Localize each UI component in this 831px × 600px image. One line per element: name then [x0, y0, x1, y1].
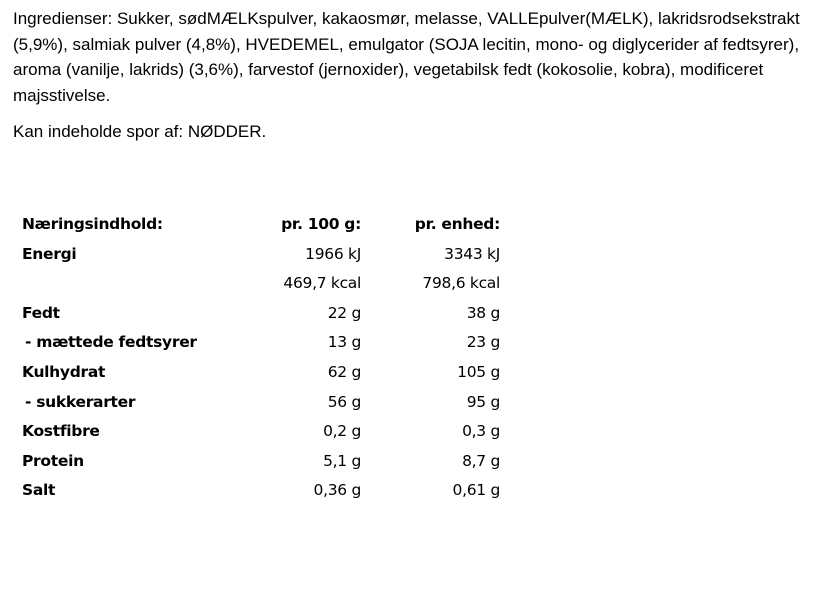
nutrition-row-saturated-fat — [22, 328, 542, 358]
nutrition-header-perunit: pr. enhed: — [414, 215, 500, 233]
nutrition-row-sugars — [22, 388, 542, 418]
nutrient-label: Energi — [22, 244, 77, 263]
nutrient-per100-value: 22 g — [327, 303, 361, 322]
nutrient-label: Protein — [22, 451, 84, 470]
nutrient-perunit-value: 38 g — [466, 303, 500, 322]
nutrition-row-energy-kcal — [22, 269, 542, 299]
nutrient-label: - mættede fedtsyrer — [25, 333, 197, 352]
ingredients-text: Ingredienser: Sukker, sødMÆLKspulver, kakaosmør, melasse, VALLEpulver(MÆLK), lakridsrodsekstrakt (5,9%), salmiak pulver (4,8%), HVEDEMEL, emulgator (SOJA lecitin, mono- og diglycerider af fedtsyrer), aroma (vanilje, lakrids) (3,6%), farvestof (jernoxider), vegetabilsk fedt (kokosolie, kobra), modificeret majsstivelse. — [13, 9, 800, 105]
nutrient-per100-value: 0,2 g — [323, 422, 361, 441]
nutrition-row-fat — [22, 299, 542, 329]
nutrition-header-label: Næringsindhold: — [22, 215, 163, 233]
nutrition-row-protein — [22, 447, 542, 477]
nutrient-perunit-value: 95 g — [466, 392, 500, 411]
nutrition-header-per100: pr. 100 g: — [281, 215, 361, 233]
nutrient-label: - sukkerarter — [25, 392, 136, 411]
nutrition-row-carbohydrate — [22, 358, 542, 388]
nutrient-label: Kulhydrat — [22, 362, 106, 381]
nutrient-perunit-value: 0,61 g — [452, 481, 500, 500]
nutrition-table — [22, 210, 542, 506]
nutrient-label: Fedt — [22, 303, 60, 322]
nutrient-per100-value: 13 g — [327, 333, 361, 352]
nutrient-perunit-value: 3343 kJ — [444, 244, 500, 263]
nutrient-label: Kostfibre — [22, 422, 100, 441]
nutrient-perunit-value: 23 g — [466, 333, 500, 352]
nutrition-header-row — [22, 210, 542, 240]
nutrient-per100-value: 469,7 kcal — [283, 274, 361, 293]
nutrition-row-fibre — [22, 417, 542, 447]
nutrient-per100-value: 62 g — [327, 362, 361, 381]
nutrient-per100-value: 1966 kJ — [305, 244, 361, 263]
nutrition-row-energy-kj — [22, 240, 542, 270]
nutrient-perunit-value: 8,7 g — [462, 451, 500, 470]
nutrition-row-salt — [22, 476, 542, 506]
nutrient-per100-value: 56 g — [327, 392, 361, 411]
nutrient-per100-value: 0,36 g — [313, 481, 361, 500]
nutrient-perunit-value: 798,6 kcal — [422, 274, 500, 293]
nutrient-per100-value: 5,1 g — [323, 451, 361, 470]
nutrient-perunit-value: 0,3 g — [462, 422, 500, 441]
nutrient-label: Salt — [22, 481, 56, 500]
nutrient-perunit-value: 105 g — [457, 362, 500, 381]
allergen-note: Kan indeholde spor af: NØDDER. — [13, 122, 267, 141]
